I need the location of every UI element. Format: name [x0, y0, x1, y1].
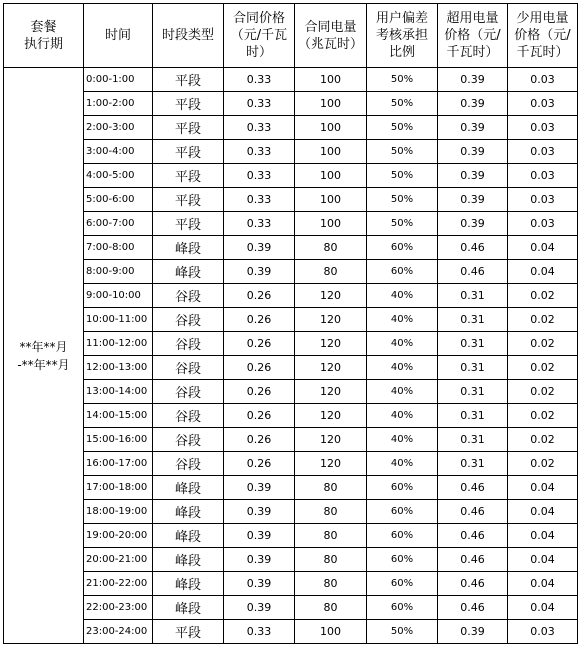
contract-price-cell: 0.26: [224, 332, 295, 356]
period-type-cell: 平段: [153, 164, 224, 188]
underuse-price-cell: 0.03: [508, 164, 578, 188]
contract-price-cell: 0.33: [224, 212, 295, 236]
contract-volume-cell: 80: [295, 476, 367, 500]
deviation-ratio-cell: 50%: [367, 212, 438, 236]
underuse-price-cell: 0.02: [508, 404, 578, 428]
header-underuse-price: 少用电量 价格（元/ 千瓦时）: [508, 4, 578, 68]
table-row: [4, 332, 578, 356]
contract-price-cell: 0.39: [224, 572, 295, 596]
time-cell: 6:00-7:00: [84, 212, 153, 236]
contract-volume-cell: 100: [295, 188, 367, 212]
period-type-cell: 平段: [153, 140, 224, 164]
header-row: [4, 4, 578, 68]
period-type-cell: 峰段: [153, 596, 224, 620]
contract-price-cell: 0.33: [224, 68, 295, 92]
overuse-price-cell: 0.31: [438, 404, 508, 428]
underuse-price-cell: 0.04: [508, 572, 578, 596]
contract-price-cell: 0.39: [224, 596, 295, 620]
overuse-price-cell: 0.31: [438, 308, 508, 332]
underuse-price-cell: 0.02: [508, 428, 578, 452]
underuse-price-cell: 0.02: [508, 284, 578, 308]
underuse-price-cell: 0.04: [508, 500, 578, 524]
overuse-price-cell: 0.39: [438, 164, 508, 188]
contract-price-cell: 0.26: [224, 380, 295, 404]
table-row: [4, 212, 578, 236]
underuse-price-cell: 0.02: [508, 452, 578, 476]
time-cell: 18:00-19:00: [84, 500, 153, 524]
deviation-ratio-cell: 40%: [367, 332, 438, 356]
contract-price-cell: 0.39: [224, 236, 295, 260]
overuse-price-cell: 0.39: [438, 212, 508, 236]
time-cell: 10:00-11:00: [84, 308, 153, 332]
table-row: [4, 404, 578, 428]
overuse-price-cell: 0.39: [438, 68, 508, 92]
underuse-price-cell: 0.04: [508, 596, 578, 620]
period-type-cell: 峰段: [153, 236, 224, 260]
contract-volume-cell: 80: [295, 572, 367, 596]
table-row: [4, 188, 578, 212]
time-cell: 8:00-9:00: [84, 260, 153, 284]
table-row: [4, 164, 578, 188]
contract-volume-cell: 120: [295, 428, 367, 452]
underuse-price-cell: 0.04: [508, 524, 578, 548]
contract-price-cell: 0.39: [224, 524, 295, 548]
period-type-cell: 峰段: [153, 524, 224, 548]
contract-volume-cell: 120: [295, 284, 367, 308]
underuse-price-cell: 0.03: [508, 212, 578, 236]
deviation-ratio-cell: 40%: [367, 284, 438, 308]
table-row: [4, 68, 578, 92]
time-cell: 21:00-22:00: [84, 572, 153, 596]
deviation-ratio-cell: 40%: [367, 380, 438, 404]
overuse-price-cell: 0.31: [438, 452, 508, 476]
underuse-price-cell: 0.02: [508, 380, 578, 404]
underuse-price-cell: 0.04: [508, 260, 578, 284]
table-row: [4, 500, 578, 524]
contract-volume-cell: 100: [295, 620, 367, 644]
overuse-price-cell: 0.46: [438, 572, 508, 596]
contract-price-cell: 0.26: [224, 284, 295, 308]
deviation-ratio-cell: 40%: [367, 428, 438, 452]
time-cell: 23:00-24:00: [84, 620, 153, 644]
underuse-price-cell: 0.02: [508, 332, 578, 356]
contract-price-cell: 0.39: [224, 500, 295, 524]
deviation-ratio-cell: 50%: [367, 620, 438, 644]
period-type-cell: 谷段: [153, 284, 224, 308]
contract-volume-cell: 100: [295, 212, 367, 236]
time-cell: 15:00-16:00: [84, 428, 153, 452]
contract-volume-cell: 100: [295, 140, 367, 164]
underuse-price-cell: 0.04: [508, 476, 578, 500]
table-row: [4, 116, 578, 140]
underuse-price-cell: 0.03: [508, 620, 578, 644]
contract-volume-cell: 100: [295, 164, 367, 188]
contract-price-cell: 0.33: [224, 92, 295, 116]
time-cell: 14:00-15:00: [84, 404, 153, 428]
contract-price-cell: 0.26: [224, 428, 295, 452]
contract-price-cell: 0.26: [224, 308, 295, 332]
contract-price-cell: 0.33: [224, 188, 295, 212]
table-row: [4, 596, 578, 620]
table-row: [4, 380, 578, 404]
time-cell: 9:00-10:00: [84, 284, 153, 308]
deviation-ratio-cell: 50%: [367, 164, 438, 188]
deviation-ratio-cell: 50%: [367, 68, 438, 92]
header-deviation-ratio: 用户偏差 考核承担 比例: [367, 4, 438, 68]
time-cell: 2:00-3:00: [84, 116, 153, 140]
contract-volume-cell: 100: [295, 68, 367, 92]
period-type-cell: 峰段: [153, 548, 224, 572]
overuse-price-cell: 0.39: [438, 188, 508, 212]
overuse-price-cell: 0.39: [438, 116, 508, 140]
tariff-table: [3, 3, 578, 644]
underuse-price-cell: 0.03: [508, 68, 578, 92]
overuse-price-cell: 0.39: [438, 620, 508, 644]
contract-price-cell: 0.33: [224, 140, 295, 164]
time-cell: 5:00-6:00: [84, 188, 153, 212]
table-body: [4, 68, 578, 644]
time-cell: 16:00-17:00: [84, 452, 153, 476]
overuse-price-cell: 0.31: [438, 332, 508, 356]
deviation-ratio-cell: 60%: [367, 548, 438, 572]
contract-price-cell: 0.26: [224, 404, 295, 428]
contract-price-cell: 0.39: [224, 260, 295, 284]
contract-volume-cell: 80: [295, 596, 367, 620]
contract-price-cell: 0.33: [224, 164, 295, 188]
period-type-cell: 平段: [153, 116, 224, 140]
overuse-price-cell: 0.46: [438, 260, 508, 284]
deviation-ratio-cell: 40%: [367, 308, 438, 332]
time-cell: 1:00-2:00: [84, 92, 153, 116]
time-cell: 11:00-12:00: [84, 332, 153, 356]
deviation-ratio-cell: 40%: [367, 404, 438, 428]
period-type-cell: 谷段: [153, 404, 224, 428]
period-type-cell: 谷段: [153, 380, 224, 404]
period-type-cell: 峰段: [153, 572, 224, 596]
contract-price-cell: 0.33: [224, 116, 295, 140]
contract-price-cell: 0.39: [224, 548, 295, 572]
underuse-price-cell: 0.03: [508, 188, 578, 212]
deviation-ratio-cell: 50%: [367, 140, 438, 164]
table-row: [4, 452, 578, 476]
overuse-price-cell: 0.31: [438, 428, 508, 452]
overuse-price-cell: 0.46: [438, 524, 508, 548]
deviation-ratio-cell: 40%: [367, 356, 438, 380]
header-contract-volume: 合同电量 （兆瓦时）: [295, 4, 367, 68]
overuse-price-cell: 0.46: [438, 500, 508, 524]
header-contract-price: 合同价格 （元/千瓦 时）: [224, 4, 295, 68]
period-type-cell: 谷段: [153, 356, 224, 380]
header-period-type: 时段类型: [153, 4, 224, 68]
contract-volume-cell: 80: [295, 236, 367, 260]
deviation-ratio-cell: 40%: [367, 452, 438, 476]
time-cell: 0:00-1:00: [84, 68, 153, 92]
time-cell: 3:00-4:00: [84, 140, 153, 164]
period-type-cell: 平段: [153, 92, 224, 116]
table-row: [4, 476, 578, 500]
table-row: [4, 572, 578, 596]
period-type-cell: 谷段: [153, 332, 224, 356]
table-row: [4, 428, 578, 452]
contract-volume-cell: 120: [295, 356, 367, 380]
time-cell: 20:00-21:00: [84, 548, 153, 572]
contract-price-cell: 0.33: [224, 620, 295, 644]
underuse-price-cell: 0.04: [508, 236, 578, 260]
table-row: [4, 620, 578, 644]
overuse-price-cell: 0.46: [438, 236, 508, 260]
contract-price-cell: 0.26: [224, 356, 295, 380]
contract-price-cell: 0.39: [224, 476, 295, 500]
header-plan-period: 套餐 执行期: [4, 4, 84, 68]
deviation-ratio-cell: 50%: [367, 92, 438, 116]
time-cell: 13:00-14:00: [84, 380, 153, 404]
period-type-cell: 平段: [153, 188, 224, 212]
contract-volume-cell: 120: [295, 404, 367, 428]
period-type-cell: 峰段: [153, 260, 224, 284]
deviation-ratio-cell: 60%: [367, 236, 438, 260]
period-type-cell: 谷段: [153, 308, 224, 332]
contract-volume-cell: 120: [295, 308, 367, 332]
time-cell: 17:00-18:00: [84, 476, 153, 500]
contract-volume-cell: 120: [295, 452, 367, 476]
table-row: [4, 284, 578, 308]
overuse-price-cell: 0.31: [438, 380, 508, 404]
deviation-ratio-cell: 60%: [367, 260, 438, 284]
contract-volume-cell: 120: [295, 380, 367, 404]
overuse-price-cell: 0.46: [438, 596, 508, 620]
underuse-price-cell: 0.03: [508, 92, 578, 116]
table-row: [4, 92, 578, 116]
period-type-cell: 谷段: [153, 428, 224, 452]
overuse-price-cell: 0.39: [438, 92, 508, 116]
period-type-cell: 平段: [153, 212, 224, 236]
deviation-ratio-cell: 50%: [367, 188, 438, 212]
contract-volume-cell: 100: [295, 92, 367, 116]
table-row: [4, 260, 578, 284]
period-type-cell: 平段: [153, 68, 224, 92]
table-row: [4, 308, 578, 332]
table-row: [4, 140, 578, 164]
table-row: [4, 236, 578, 260]
contract-volume-cell: 100: [295, 116, 367, 140]
underuse-price-cell: 0.03: [508, 140, 578, 164]
period-type-cell: 峰段: [153, 476, 224, 500]
contract-volume-cell: 80: [295, 548, 367, 572]
deviation-ratio-cell: 60%: [367, 476, 438, 500]
period-type-cell: 峰段: [153, 500, 224, 524]
time-cell: 4:00-5:00: [84, 164, 153, 188]
deviation-ratio-cell: 60%: [367, 524, 438, 548]
contract-volume-cell: 80: [295, 500, 367, 524]
underuse-price-cell: 0.04: [508, 548, 578, 572]
overuse-price-cell: 0.46: [438, 548, 508, 572]
contract-volume-cell: 80: [295, 524, 367, 548]
plan-period-cell: **年**月 -**年**月: [4, 68, 84, 644]
header-overuse-price: 超用电量 价格（元/ 千瓦时）: [438, 4, 508, 68]
deviation-ratio-cell: 60%: [367, 596, 438, 620]
deviation-ratio-cell: 60%: [367, 572, 438, 596]
underuse-price-cell: 0.03: [508, 116, 578, 140]
header-time: 时间: [84, 4, 153, 68]
time-cell: 22:00-23:00: [84, 596, 153, 620]
underuse-price-cell: 0.02: [508, 356, 578, 380]
overuse-price-cell: 0.39: [438, 140, 508, 164]
period-type-cell: 谷段: [153, 452, 224, 476]
underuse-price-cell: 0.02: [508, 308, 578, 332]
table-row: [4, 356, 578, 380]
table-row: [4, 548, 578, 572]
deviation-ratio-cell: 60%: [367, 500, 438, 524]
period-type-cell: 平段: [153, 620, 224, 644]
overuse-price-cell: 0.31: [438, 284, 508, 308]
deviation-ratio-cell: 50%: [367, 116, 438, 140]
time-cell: 12:00-13:00: [84, 356, 153, 380]
overuse-price-cell: 0.46: [438, 476, 508, 500]
contract-volume-cell: 80: [295, 260, 367, 284]
time-cell: 19:00-20:00: [84, 524, 153, 548]
contract-volume-cell: 120: [295, 332, 367, 356]
table-row: [4, 524, 578, 548]
contract-price-cell: 0.26: [224, 452, 295, 476]
time-cell: 7:00-8:00: [84, 236, 153, 260]
overuse-price-cell: 0.31: [438, 356, 508, 380]
